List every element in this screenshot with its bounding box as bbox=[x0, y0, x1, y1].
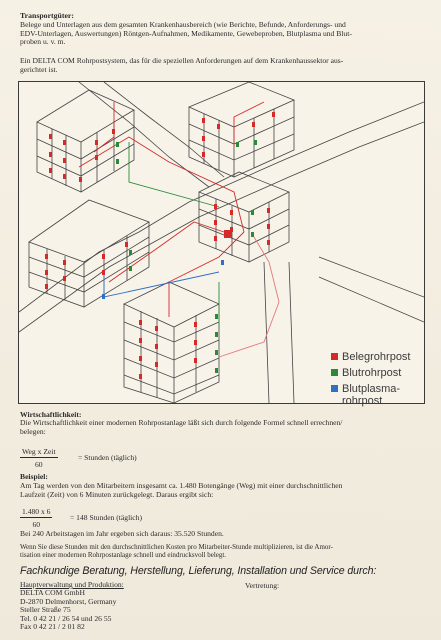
wirtschaft-heading: Wirtschaftlichkeit: bbox=[20, 410, 82, 419]
vertretung-label: Vertretung: bbox=[245, 581, 280, 590]
amortisation-line: tisation einer modernen Rohrpostanlage schnell und eindrucksvoll belegt. bbox=[20, 551, 227, 559]
road-line bbox=[19, 122, 424, 332]
address-label: Hauptverwaltung und Produktion: bbox=[20, 580, 124, 589]
formula-result: = 148 Stunden (täglich) bbox=[70, 513, 142, 522]
building-middle-right bbox=[199, 172, 289, 262]
beispiel-paragraph bbox=[20, 482, 423, 499]
formula-numerator: 1.480 x 6 bbox=[22, 507, 51, 516]
legend-label: Blutrohrpost bbox=[342, 367, 402, 379]
address-line: D-2870 Delmenhorst, Germany bbox=[20, 596, 117, 606]
transport-paragraph bbox=[20, 21, 423, 47]
transport-line: EDV-Unterlagen, Auswertungen) Röntgen-Aufnahmen, Medikamente, Gewebeproben, Blutplasma und Blut- bbox=[20, 28, 352, 38]
formula-example bbox=[20, 507, 240, 529]
legend-label: Belegrohrpost bbox=[342, 351, 411, 363]
transport-heading: Transportgüter: bbox=[20, 11, 74, 20]
formula-general bbox=[20, 447, 220, 469]
transport-line: proben u. v. m. bbox=[20, 37, 66, 47]
legend-label: rohrpost bbox=[342, 395, 383, 407]
beleg-tube-line bbox=[234, 102, 264, 147]
beleg-tube-line bbox=[109, 222, 224, 282]
formula-result: = Stunden (täglich) bbox=[78, 453, 137, 462]
amortisation-paragraph bbox=[20, 543, 423, 559]
wirtschaft-paragraph bbox=[20, 419, 423, 436]
address-line: DELTA COM GmbH bbox=[20, 588, 85, 598]
blut-tube-line bbox=[129, 142, 219, 207]
formula-fraction bbox=[20, 447, 58, 469]
delta-intro-line: gerichtet ist. bbox=[20, 64, 58, 74]
road-line bbox=[104, 82, 224, 177]
road-line bbox=[289, 262, 294, 403]
formula-fraction bbox=[20, 507, 52, 529]
delta-intro-line: Ein DELTA COM Rohrpostsystem, das für die speziellen Anforderungen auf dem Krankenhaussektor aus- bbox=[20, 56, 344, 65]
formula-denominator: 60 bbox=[32, 520, 41, 529]
formula-numerator: Weg x Zeit bbox=[22, 447, 56, 456]
legend-swatch-blue bbox=[331, 385, 338, 392]
wirtschaft-line: Die Wirtschaftlichkeit einer modernen Rohrpostanlage läßt sich durch folgende Formel schnell errechnen/ bbox=[20, 418, 343, 427]
formula-denominator: 60 bbox=[34, 460, 43, 469]
red-stations bbox=[45, 112, 275, 379]
arbeitstage-line: Bei 240 Arbeitstagen im Jahr ergeben sich daraus: 35.520 Stunden. bbox=[20, 529, 224, 538]
amortisation-line: Wenn Sie diese Stunden mit den durchschnittlichen Kosten pro Mitarbeiter-Stunde multiplizieren, ist die Amor- bbox=[20, 543, 333, 551]
legend-swatch-green bbox=[331, 369, 338, 376]
beispiel-line: Laufzeit (Zeit) von 6 Minuten zurückgelegt. Daraus ergibt sich: bbox=[20, 489, 214, 499]
legend-label: Blutplasma- bbox=[342, 383, 401, 395]
beispiel-heading: Beispiel: bbox=[20, 472, 48, 481]
address-line: Steller Straße 75 bbox=[20, 605, 71, 615]
road-line bbox=[264, 262, 269, 403]
legend-swatch-red bbox=[331, 353, 338, 360]
address-line: Fax 0 42 21 / 2 01 82 bbox=[20, 622, 85, 632]
company-address bbox=[20, 581, 124, 631]
beispiel-line: Am Tag werden von den Mitarbeitern insgesamt ca. 1.480 Botengänge (Weg) mit einer durchschnittlichen bbox=[20, 481, 343, 490]
transport-line: Belege und Unterlagen aus dem gesamten Krankenhausbereich (wie Berichte, Befunde, Anforderungs- und bbox=[20, 20, 346, 29]
address-line: Tel. 0 42 21 / 26 54 und 26 55 bbox=[20, 613, 112, 623]
delta-intro-paragraph bbox=[20, 57, 423, 74]
service-slogan: Fachkundige Beratung, Herstellung, Lieferung, Installation und Service durch: bbox=[20, 565, 377, 577]
road-line bbox=[319, 257, 424, 297]
building-bottom bbox=[124, 282, 219, 403]
road-line bbox=[319, 277, 424, 322]
wirtschaft-line: belegen: bbox=[20, 426, 46, 436]
building-top-left bbox=[37, 90, 134, 192]
